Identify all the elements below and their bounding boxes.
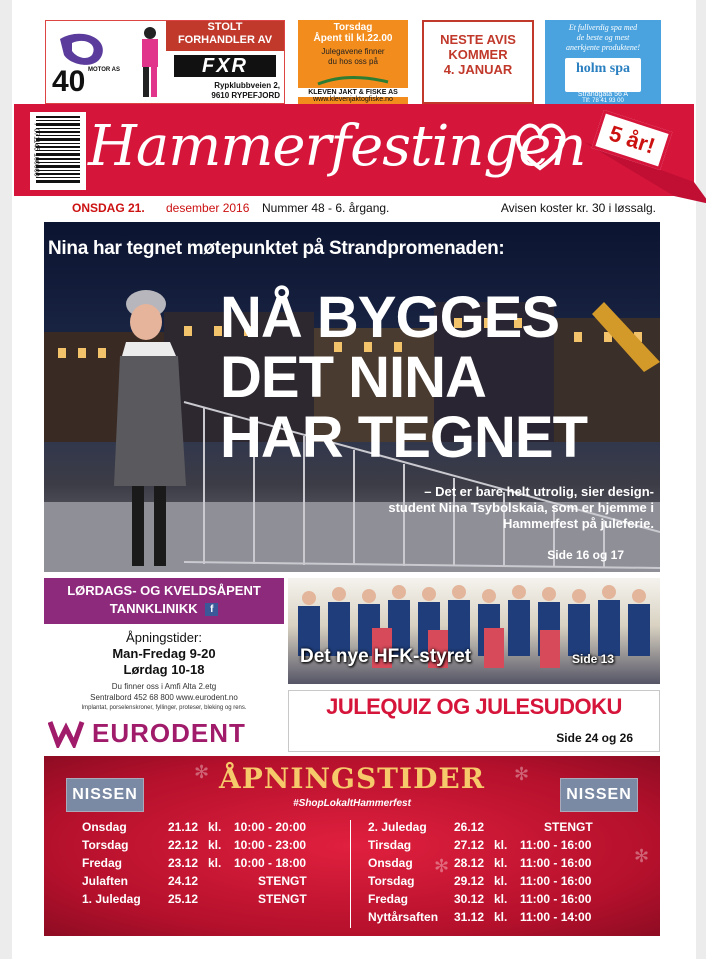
hours-title: ÅPNINGSTIDER	[218, 762, 486, 795]
kleven-name: KLEVEN JAKT & FISKE AS	[298, 88, 408, 97]
hours-kl: kl.	[494, 892, 508, 906]
hours-kl: kl.	[208, 856, 222, 870]
next-issue-line3: 4. JANUAR	[443, 62, 513, 77]
tann-hours	[44, 630, 284, 712]
hours-time: 11:00 - 16:00	[520, 838, 592, 852]
quiz-title: JULEQUIZ OG JULESUDOKU	[326, 694, 622, 719]
hero-quote: – Det er bare helt utrolig, sier design-student Nina Tsybolskaia, som er hjemme i Hammerfest på juleferie.	[388, 484, 654, 531]
tann-line1: LØRDAGS- OG KVELDSÅPENT	[67, 583, 261, 598]
tann-contact: Sentralbord 452 68 800 www.eurodent.no	[90, 693, 238, 702]
motor-address-line1: Rypklubbveien 2,	[214, 81, 280, 90]
hours-date: 28.12	[454, 856, 485, 870]
hours-time: 10:00 - 18:00	[234, 856, 307, 870]
kleven-line2: du hos oss på	[328, 57, 378, 66]
hfk-caption: Det nye HFK-styret	[300, 646, 472, 667]
hours-day: Fredag	[82, 856, 123, 870]
hours-date: 24.12	[168, 874, 199, 888]
hfk-story[interactable]	[288, 578, 660, 684]
holm-phone: Tlf: 78 41 93 00	[582, 98, 624, 104]
hours-kl: kl.	[208, 838, 222, 852]
hero-page-ref: Side 16 og 17	[547, 548, 624, 562]
eurodent-mark-icon	[48, 718, 94, 748]
hours-date: 31.12	[454, 910, 485, 924]
hours-date: 25.12	[168, 892, 199, 906]
holm-tag2: de beste og mest	[576, 33, 630, 42]
motor-logo-icon	[50, 31, 128, 97]
hours-day: 2. Juledag	[368, 820, 427, 834]
tann-location: Du finner oss i Amfi Alta 2.etg	[111, 682, 217, 691]
barcode	[30, 112, 86, 190]
anniversary-badge: 5 år!	[592, 110, 673, 170]
motor-address-line2: 9610 RYPEFJORD	[211, 91, 280, 100]
motor-logo-text: MOTOR AS	[88, 67, 121, 73]
next-issue-line1: NESTE AVIS	[440, 32, 516, 47]
hours-day: Fredag	[368, 892, 409, 906]
hours-date: 27.12	[454, 838, 485, 852]
holm-tag3: anerkjente produktene!	[565, 43, 641, 52]
newspaper-title: Hammerfestingen	[88, 114, 586, 179]
hours-day: Tirsdag	[368, 838, 412, 852]
hours-date: 29.12	[454, 874, 485, 888]
hours-day: Julaften	[82, 874, 129, 888]
price: Avisen koster kr. 30 i løssalg.	[500, 201, 656, 215]
rider-figure-icon	[134, 25, 166, 101]
quiz-page-ref: Side 24 og 26	[556, 731, 633, 745]
facebook-icon[interactable]: f	[205, 603, 218, 616]
ad-kleven[interactable]	[298, 20, 408, 104]
ad-next-issue	[422, 20, 534, 104]
hours-day: 1. Juledag	[82, 892, 141, 906]
hours-time: 10:00 - 23:00	[234, 838, 307, 852]
hero-story[interactable]	[44, 222, 660, 572]
kleven-url[interactable]: www.klevenjaktogfiske.no	[313, 96, 393, 103]
hours-time: 11:00 - 16:00	[520, 892, 592, 906]
snowflake-icon: ✻	[514, 764, 530, 784]
kleven-line1: Julegavene finner	[321, 47, 385, 56]
barcode-icon	[32, 114, 84, 188]
hero-kicker: Nina har tegnet møtepunktet på Strandpromenaden:	[48, 238, 505, 259]
masthead	[14, 104, 694, 196]
hero-headline-line1: NÅ BYGGES	[220, 285, 560, 350]
hours-day: Torsdag	[368, 874, 415, 888]
hero-headline-line2: DET NINA	[220, 345, 486, 410]
hours-kl: kl.	[494, 874, 508, 888]
hours-kl: kl.	[494, 910, 508, 924]
svg-text:40: 40	[52, 65, 86, 97]
hero-headline-line3: HAR TEGNET	[220, 405, 587, 470]
kleven-hours: Åpent til kl.22.00	[313, 33, 393, 44]
hours-day: Onsdag	[368, 856, 413, 870]
ad-holm-spa[interactable]	[545, 20, 661, 104]
hours-day: Onsdag	[82, 820, 127, 834]
hours-time: 10:00 - 20:00	[234, 820, 307, 834]
tann-services: Implantat, porselenskroner, fyllinger, proteser, bleking og rens.	[81, 705, 247, 711]
ad-tannklinikk[interactable]	[44, 578, 284, 624]
motor-banner	[166, 21, 284, 104]
hours-time: 11:00 - 14:00	[520, 910, 592, 924]
hours-date: 26.12	[454, 820, 485, 834]
tann-line2-wrap	[44, 600, 284, 618]
eurodent-wordmark: EURODENT	[92, 718, 246, 748]
issue-number: Nummer 48 - 6. årgang.	[262, 201, 390, 215]
snowflake-icon: ✻	[634, 846, 650, 866]
motor-banner-line1: STOLT	[207, 21, 243, 33]
tann-hours-weekdays: Man-Fredag 9-20	[112, 646, 216, 661]
anniversary-ribbon	[574, 112, 706, 212]
hours-time: 11:00 - 16:00	[520, 856, 592, 870]
date-weekday: ONSDAG 21.	[72, 201, 145, 215]
hours-date: 23.12	[168, 856, 199, 870]
next-issue-line2: KOMMER	[448, 47, 508, 62]
hours-divider	[350, 820, 351, 928]
date-rest: desember 2016	[166, 201, 250, 215]
snowflake-icon: ✻	[194, 762, 210, 782]
hours-time: STENGT	[544, 820, 593, 834]
hours-kl: kl.	[494, 856, 508, 870]
dateline	[72, 198, 656, 218]
ad-motor[interactable]	[45, 20, 285, 104]
nissen-logo-left: NISSEN	[66, 778, 144, 812]
hours-date: 22.12	[168, 838, 199, 852]
snowflake-icon: ✻	[434, 856, 450, 876]
hours-kl: kl.	[208, 820, 222, 834]
barcode-number: 7 071145 100000	[32, 122, 40, 177]
holm-spa-logo	[565, 58, 641, 92]
fxr-logo: FXR	[174, 55, 276, 77]
hours-day: Torsdag	[82, 838, 129, 852]
quiz-teaser[interactable]	[288, 690, 660, 752]
hours-day: Nyttårsaften	[368, 910, 439, 924]
nissen-logo-right: NISSEN	[560, 778, 638, 812]
hours-time: STENGT	[258, 892, 307, 906]
holm-logo-text: holm spa	[575, 61, 631, 76]
motor-banner-line2: FORHANDLER AV	[177, 34, 273, 46]
tann-hours-label: Åpningstider:	[126, 630, 202, 645]
kleven-day: Torsdag	[333, 22, 373, 33]
hours-date: 21.12	[168, 820, 199, 834]
hero-headline	[220, 285, 660, 470]
tann-line2: TANNKLINIKK	[109, 601, 198, 616]
eurodent-logo[interactable]	[44, 712, 284, 754]
heart-icon	[510, 118, 570, 174]
hours-hashtag: #ShopLokaltHammerfest	[293, 798, 411, 809]
hours-time: STENGT	[258, 874, 307, 888]
hours-time: 11:00 - 16:00	[520, 874, 592, 888]
person-figure-icon	[96, 286, 206, 572]
hours-kl: kl.	[494, 838, 508, 852]
tann-hours-saturday: Lørdag 10-18	[123, 662, 205, 677]
hfk-page-ref: Side 13	[572, 652, 615, 666]
hours-date: 30.12	[454, 892, 485, 906]
opening-hours-ad[interactable]	[44, 756, 660, 936]
holm-tag1: Et fullverdig spa med	[568, 23, 638, 32]
holm-address: Strandgata 56 A	[577, 91, 629, 98]
team-photo-icon	[288, 578, 660, 684]
motor-address	[166, 81, 284, 101]
